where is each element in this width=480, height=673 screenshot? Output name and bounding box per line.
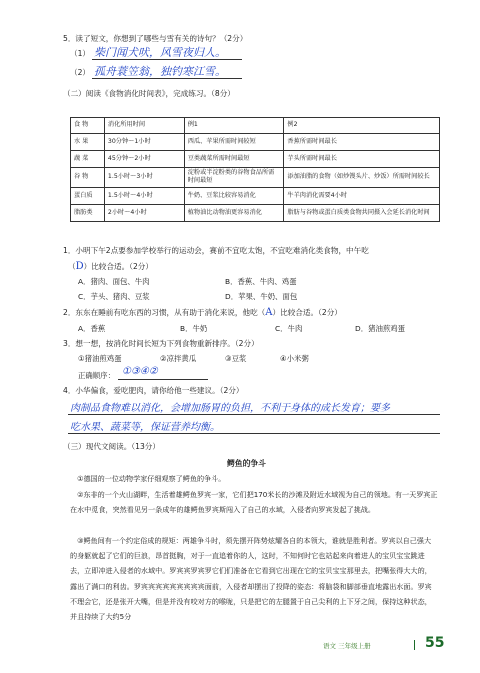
table-header-row (71, 118, 440, 134)
table-cell: 2小时～4小时 (104, 204, 184, 221)
q5-item2-underline (92, 78, 242, 79)
q5-item1-answer: 柴门闻犬吠，风雪夜归人。 (94, 46, 226, 59)
q4-answer-line2: 吃水果、蔬菜等，保证营养均衡。 (70, 422, 220, 433)
table-cell: 西瓜、苹果所需时间较短 (184, 134, 284, 151)
q1-paren-open: （ (68, 262, 76, 271)
q4-underline-2 (68, 433, 440, 434)
table-cell: 植物油比动物油更容易消化 (184, 204, 284, 221)
table-row (71, 134, 440, 151)
footer-divider (414, 640, 415, 650)
table-header-cell: 例1 (184, 118, 284, 134)
table-cell: 蛋白质 (71, 187, 105, 204)
q4-answer-line1: 肉制品食物难以消化，会增加肠胃的负担，不利于身体的成长发育；要多 (70, 403, 390, 414)
q1-answer: D (75, 261, 84, 272)
table-cell: 添加油脂的食物（如炒馒头片、炒饭）所需时间较长 (284, 168, 440, 188)
page-number: 55 (425, 635, 445, 651)
table-cell: 牛羊肉消化需要4小时 (284, 187, 440, 204)
q2-question (63, 307, 342, 318)
table-row (71, 187, 440, 204)
q5-item2-label: （2） (70, 68, 91, 77)
q2-option-c: C．牛肉 (275, 324, 303, 333)
q3-order-label: 正确顺序： (78, 371, 115, 380)
q1-option-a: A．猪肉、面包、牛肉 (78, 277, 150, 286)
table-row (71, 204, 440, 221)
q5-item1-underline (92, 59, 242, 60)
q1-option-b: B．香蕉、牛肉、鸡蛋 (225, 277, 297, 286)
q1-option-d: D．苹果、牛奶、面包 (225, 292, 298, 301)
article-paragraph-3: ③鳄鱼间有一个约定俗成的规矩：两雄争斗时，须先摆开阵势炫耀各自的本领大，谁就是胜利者。罗宾以自己强大的身躯就起了它们的巨浪，昂首挺胸，对于一直追着你的人，这时，不知何时它也站起来向着进人的宝贝宝宝跳进去，立即冲进入侵者的水域中。罗宾宾罗宾罗它们们准备在它看到它出现在它的宝贝宝宝那里去，把嘴张得大大的，露出了满口的利齿。罗宾宾宾宾宾宾宾宾宾面前，入侵者却摆出了投降的姿态：将脑袋和脚部垂直地露出水面。罗宾不理会它，还是张开大嘴，但是并没有咬对方的喉咙，只是把它的左腿置于自己尖利的上下牙之间，保持这种状态，并且持续了大约5分 (70, 536, 432, 622)
q3-option-4: ④小米粥 (280, 354, 309, 363)
table-cell: 45分钟～2小时 (104, 151, 184, 168)
q1-answer-line (68, 261, 153, 272)
table-cell: 1.5小时～3小时 (104, 168, 184, 188)
q2-text-b: ）比较合适。（2分） (272, 308, 342, 317)
table-cell: 香蕉所需时间最长 (284, 134, 440, 151)
table-cell: 脂肪与谷物或蛋白质类食物共同摄入会延长消化时间 (284, 204, 440, 221)
q2-answer: A (265, 307, 273, 318)
article-paragraph-2: ②东非的一个火山湖畔，生活着雄鳄鱼罗宾一家，它们把170米长的沙滩及附近水域视为自己的领地。有一天罗宾正在水中觅食，突然看见另一条成年的雄鳄鱼罗宾斯闯入了自己的水域，入侵者向罗宾发起了挑战。 (70, 490, 438, 515)
q5-item1-label: （1） (70, 49, 91, 58)
q2-option-a: A．香蕉 (78, 324, 106, 333)
q1-question: 1．小明下午2点要参加学校举行的运动会，赛前不宜吃太饱，不宜吃难消化类食物，中午吃 (63, 246, 369, 255)
table-row (71, 151, 440, 168)
table-cell: 脂肪类 (71, 204, 105, 221)
table-header-cell: 消化所用时间 (104, 118, 184, 134)
q1-paren-close: ）比较合适。（2分） (83, 262, 153, 271)
article-paragraph-1: ①德国的一位动物学家仔细观察了鳄鱼的争斗。 (77, 474, 226, 483)
q3-question: 3．想一想，按消化时间长短为下列食物重新排序。（2分） (63, 339, 259, 348)
table-cell: 淀粉或半淀粉类的谷物食品所需时间最短 (184, 168, 284, 188)
table-cell: 蔬 菜 (71, 151, 105, 168)
q2-option-b: B．牛奶 (180, 324, 208, 333)
q2-option-d: D．猪油煎鸡蛋 (355, 324, 406, 333)
q5-question: 5．读了短文，你想到了哪些与雪有关的诗句？（2分） (63, 34, 248, 43)
q3-option-3: ③豆浆 (225, 354, 247, 363)
q5-item2-answer: 孤舟蓑笠翁，独钓寒江雪。 (94, 65, 226, 78)
table-cell: 豆类蔬菜所需时间最短 (184, 151, 284, 168)
q3-order-answer: ①③④② (122, 366, 158, 377)
q4-underline-1 (68, 414, 440, 415)
table-header-cell: 例2 (284, 118, 440, 134)
q1-option-c: C．芋头、猪肉、豆浆 (78, 292, 150, 301)
footer-label: 语文 三年级上册 (323, 642, 371, 650)
q3-option-2: ②凉拌黄瓜 (160, 354, 197, 363)
table-cell: 1.5小时～4小时 (104, 187, 184, 204)
table-cell: 30分钟～1小时 (104, 134, 184, 151)
table-cell: 芋头所需时间最长 (284, 151, 440, 168)
q3-order-underline (118, 379, 208, 380)
section3-heading: （三）现代文阅读。（13分） (63, 442, 160, 451)
table-header-cell: 食 物 (71, 118, 105, 134)
article-title: 鳄鱼的争斗 (227, 459, 266, 468)
food-digestion-table (70, 117, 440, 222)
table-cell: 牛奶、豆浆比较容易消化 (184, 187, 284, 204)
q4-question: 4．小华偏食，爱吃肥肉，请你给他一些建议。（2分） (63, 386, 244, 395)
q2-text-a: 2．东东在睡前有吃东西的习惯，从有助于消化来说，他吃（ (63, 308, 266, 317)
table-cell: 谷 物 (71, 168, 105, 188)
table-cell: 水 果 (71, 134, 105, 151)
q3-option-1: ①猪油煎鸡蛋 (78, 354, 122, 363)
table-row (71, 168, 440, 188)
section2-heading: （二）阅读《食物消化时间表》，完成练习。（8分） (63, 89, 235, 98)
